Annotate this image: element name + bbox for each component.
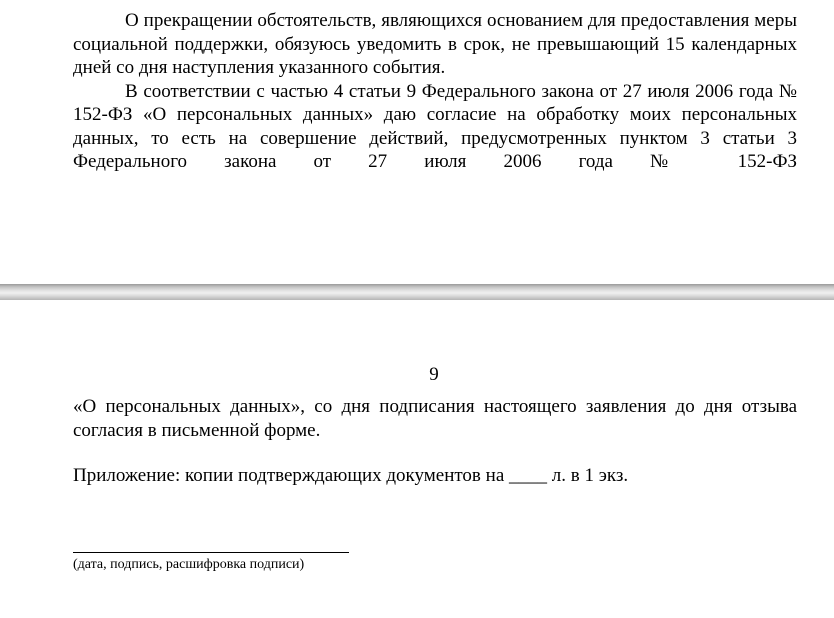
paragraph-notification: О прекращении обстоятельств, являющихся основанием для предоставления меры социальной поддержки, обязуюсь уведомить в срок, не превышающий 15 календарных дней со дня наступления указанного события.	[73, 10, 797, 78]
appendix-line: Приложение: копии подтверждающих документов на ____ л. в 1 экз.	[73, 465, 629, 486]
signature-caption: (дата, подпись, расшифровка подписи)	[73, 557, 305, 572]
paragraph-personal-data-consent: В соответствии с частью 4 статьи 9 Федерального закона от 27 июля 2006 года № 152-ФЗ «О персональных данных» даю согласие на обработку моих персональных данных, то есть на совершение действий, предусмотренных пунктом 3 статьи 3 Федерального закона от 27 июля 2006 года № 152-ФЗ	[73, 80, 797, 172]
signature-line	[73, 552, 349, 553]
page-separator	[0, 284, 834, 300]
page-top-text	[73, 9, 797, 174]
document-page-top	[0, 0, 834, 284]
paragraph-consent-continuation: «О персональных данных», со дня подписания настоящего заявления до дня отзыва согласия в письменной форме.	[73, 396, 797, 441]
page-number: 9	[429, 364, 439, 385]
